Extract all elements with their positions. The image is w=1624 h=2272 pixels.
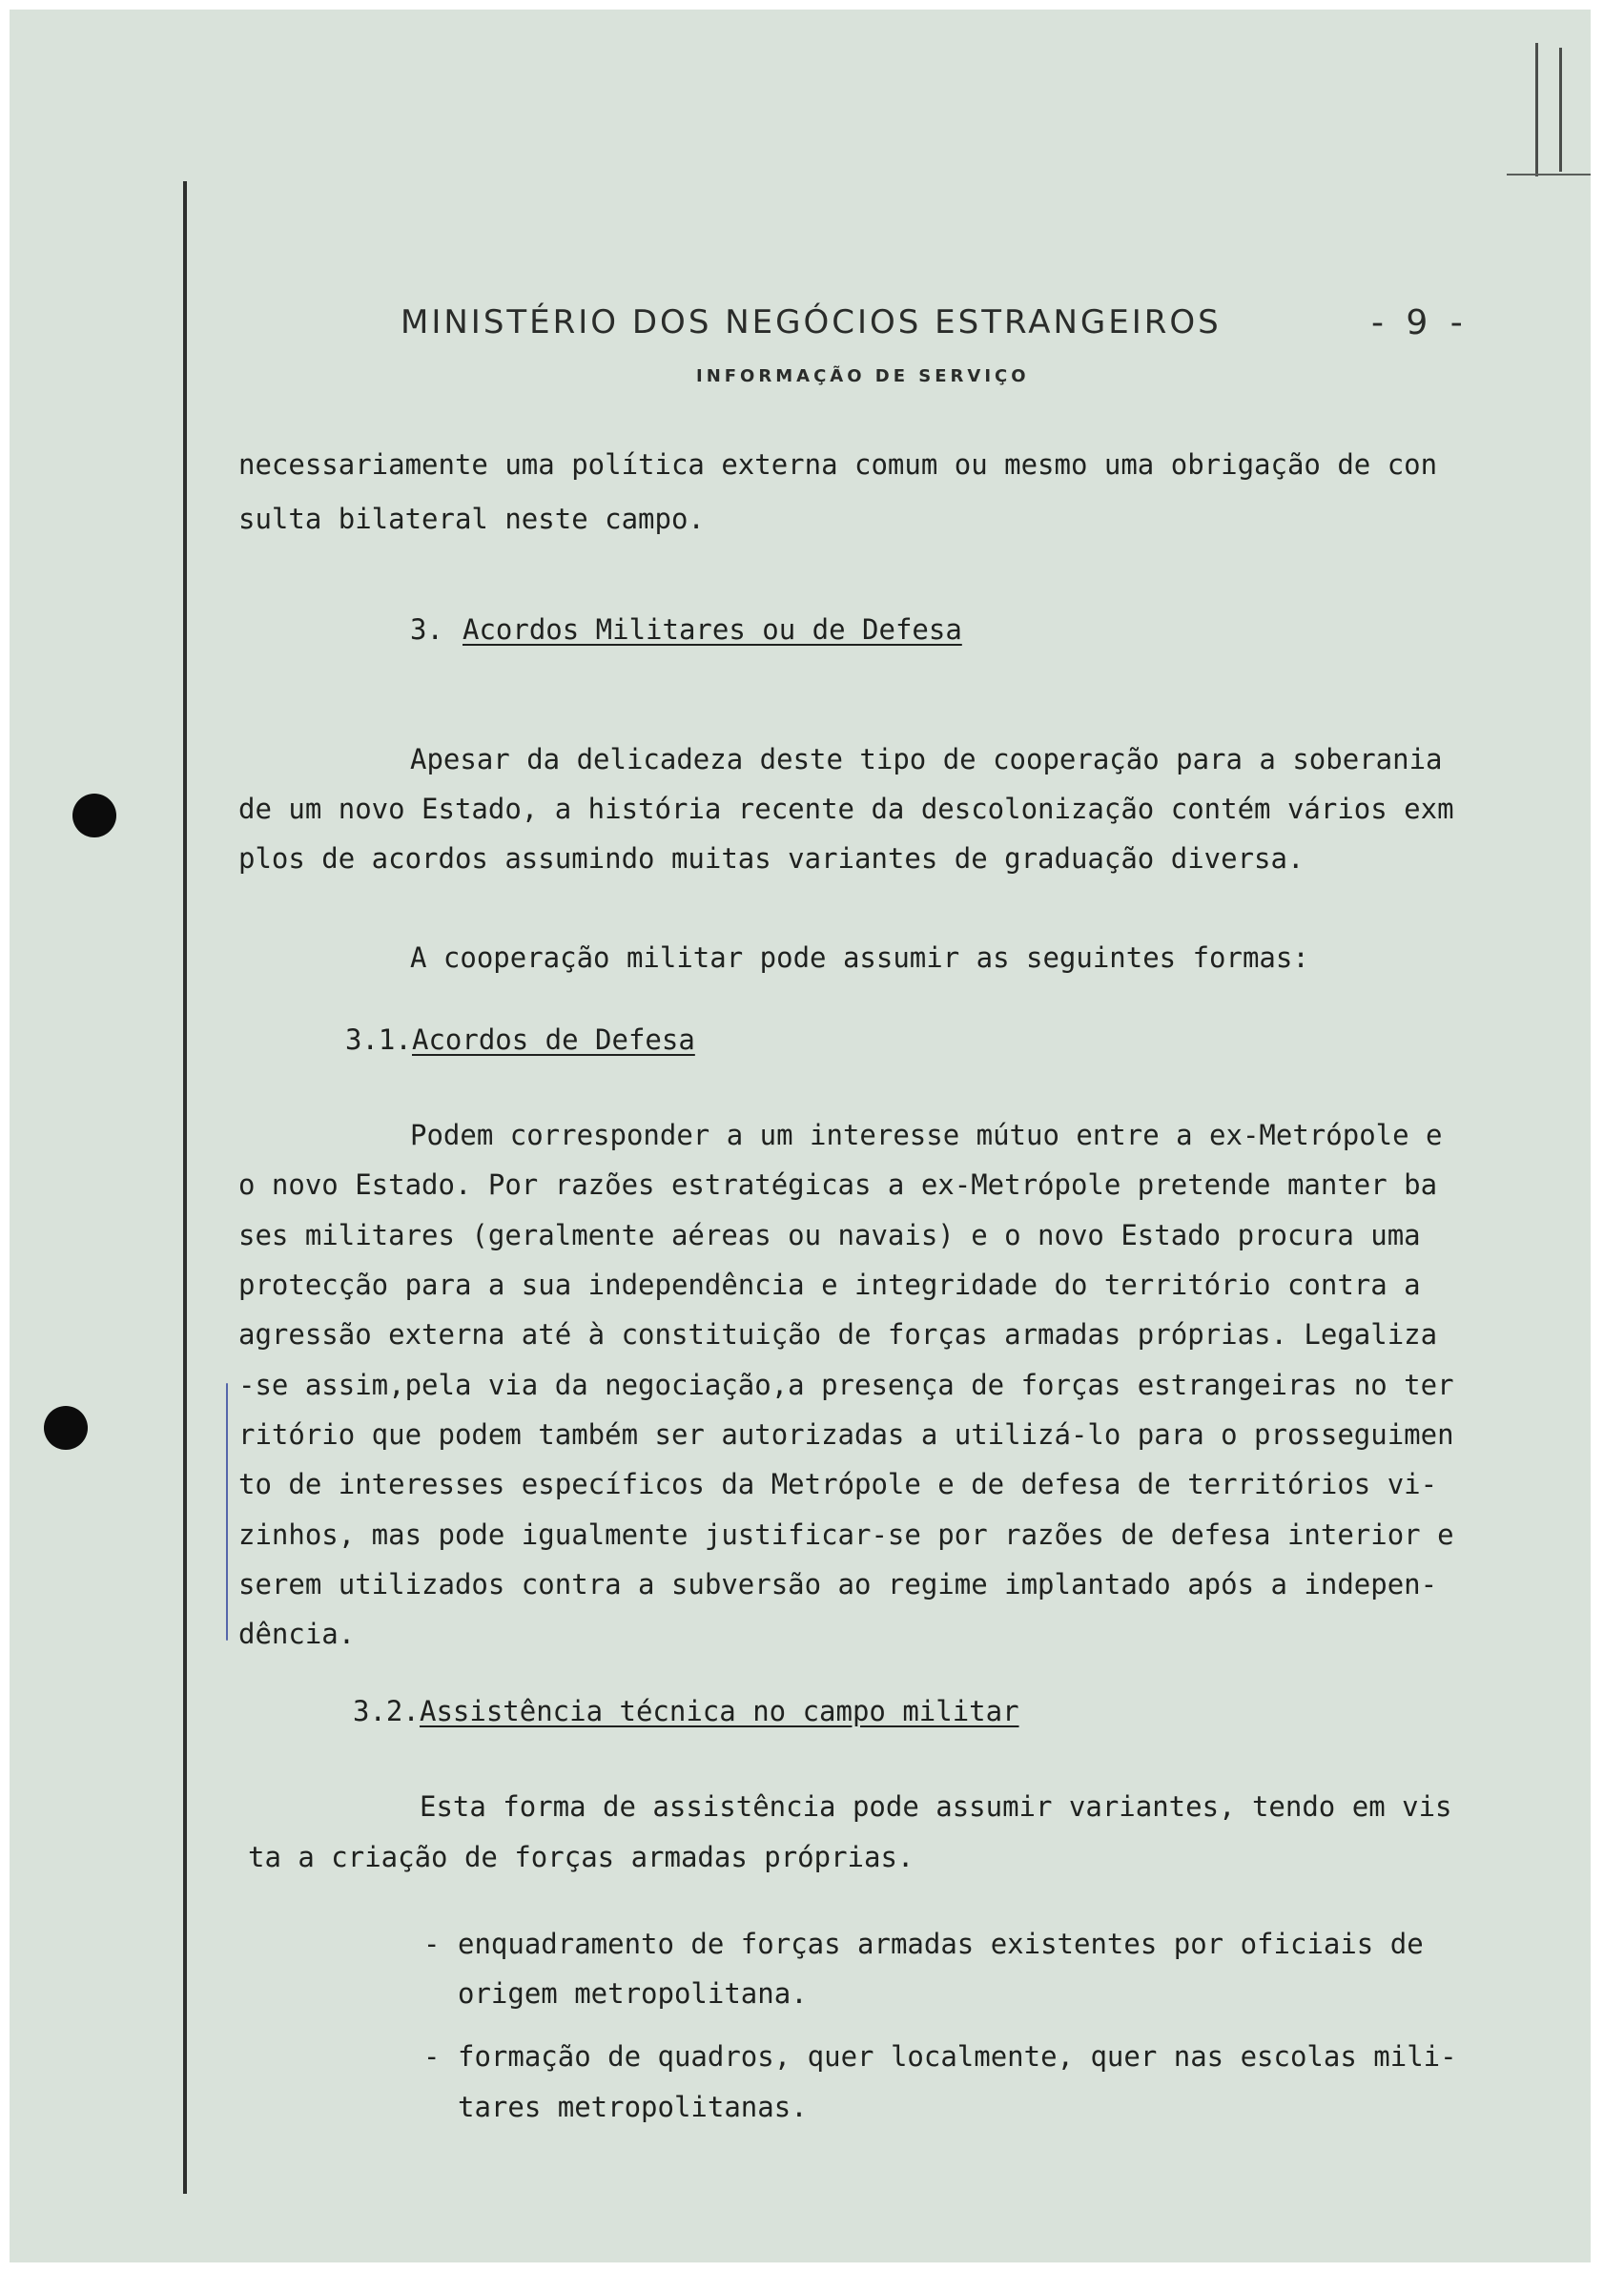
document-page	[10, 10, 1591, 2262]
margin-pencil-mark	[226, 1383, 228, 1641]
text-line: necessariamente uma política externa comum ou mesmo uma obrigação de con	[238, 448, 1438, 481]
text-line: tares metropolitanas.	[458, 2091, 808, 2123]
text-line: sulta bilateral neste campo.	[238, 503, 705, 535]
text-line: enquadramento de forças armadas existentes por oficiais de	[458, 1928, 1424, 1960]
punch-hole	[44, 1406, 88, 1450]
section-number: 3.	[410, 613, 443, 646]
text-line: formação de quadros, quer localmente, quer nas escolas mili-	[458, 2040, 1457, 2073]
divider	[1507, 174, 1591, 176]
text-line: Esta forma de assistência pode assumir variantes, tendo em vis	[420, 1790, 1452, 1823]
section-heading: Acordos de Defesa	[412, 1023, 695, 1056]
section-number: 3.2.	[353, 1695, 420, 1727]
text-line: dência.	[238, 1618, 356, 1650]
text-line: agressão externa até à constituição de forças armadas próprias. Legaliza	[238, 1318, 1438, 1351]
text-line: origem metropolitana.	[458, 1977, 808, 2010]
text-line: serem utilizados contra a subversão ao regime implantado após a indepen-	[238, 1568, 1438, 1601]
text-line: to de interesses específicos da Metrópole e de defesa de territórios vi-	[238, 1468, 1438, 1500]
bullet-dash: -	[423, 1928, 441, 1960]
binder-edge	[1559, 48, 1562, 172]
bullet-dash: -	[423, 2040, 441, 2073]
text-line: o novo Estado. Por razões estratégicas a ex-Metrópole pretende manter ba	[238, 1168, 1438, 1201]
page-number: - 9 -	[1371, 303, 1469, 342]
text-line: ritório que podem também ser autorizadas a utilizá-lo para o prosseguimen	[238, 1418, 1454, 1451]
text-line: ta a criação de forças armadas próprias.	[248, 1841, 915, 1873]
text-line: zinhos, mas pode igualmente justificar-se por razões de defesa interior e	[238, 1518, 1454, 1551]
page-title: MINISTÉRIO DOS NEGÓCIOS ESTRANGEIROS	[401, 303, 1222, 341]
section-heading: Acordos Militares ou de Defesa	[463, 613, 962, 646]
text-line: de um novo Estado, a história recente da descolonização contém vários exm	[238, 793, 1454, 825]
section-number: 3.1.	[345, 1023, 412, 1056]
section-heading: Assistência técnica no campo militar	[420, 1695, 1019, 1727]
text-line: A cooperação militar pode assumir as seguintes formas:	[410, 941, 1309, 974]
text-line: ses militares (geralmente aéreas ou navais) e o novo Estado procura uma	[238, 1219, 1421, 1251]
text-line: protecção para a sua independência e integridade do território contra a	[238, 1269, 1421, 1301]
margin-rule	[183, 181, 187, 2194]
punch-hole	[72, 794, 116, 837]
text-line: plos de acordos assumindo muitas variantes de graduação diversa.	[238, 842, 1305, 875]
text-line: Podem corresponder a um interesse mútuo entre a ex-Metrópole e	[410, 1119, 1443, 1151]
binder-edge	[1535, 43, 1538, 176]
text-line: -se assim,pela via da negociação,a presença de forças estrangeiras no ter	[238, 1369, 1454, 1401]
text-line: Apesar da delicadeza deste tipo de cooperação para a soberania	[410, 743, 1443, 775]
page-subtitle: INFORMAÇÃO DE SERVIÇO	[696, 366, 1030, 386]
